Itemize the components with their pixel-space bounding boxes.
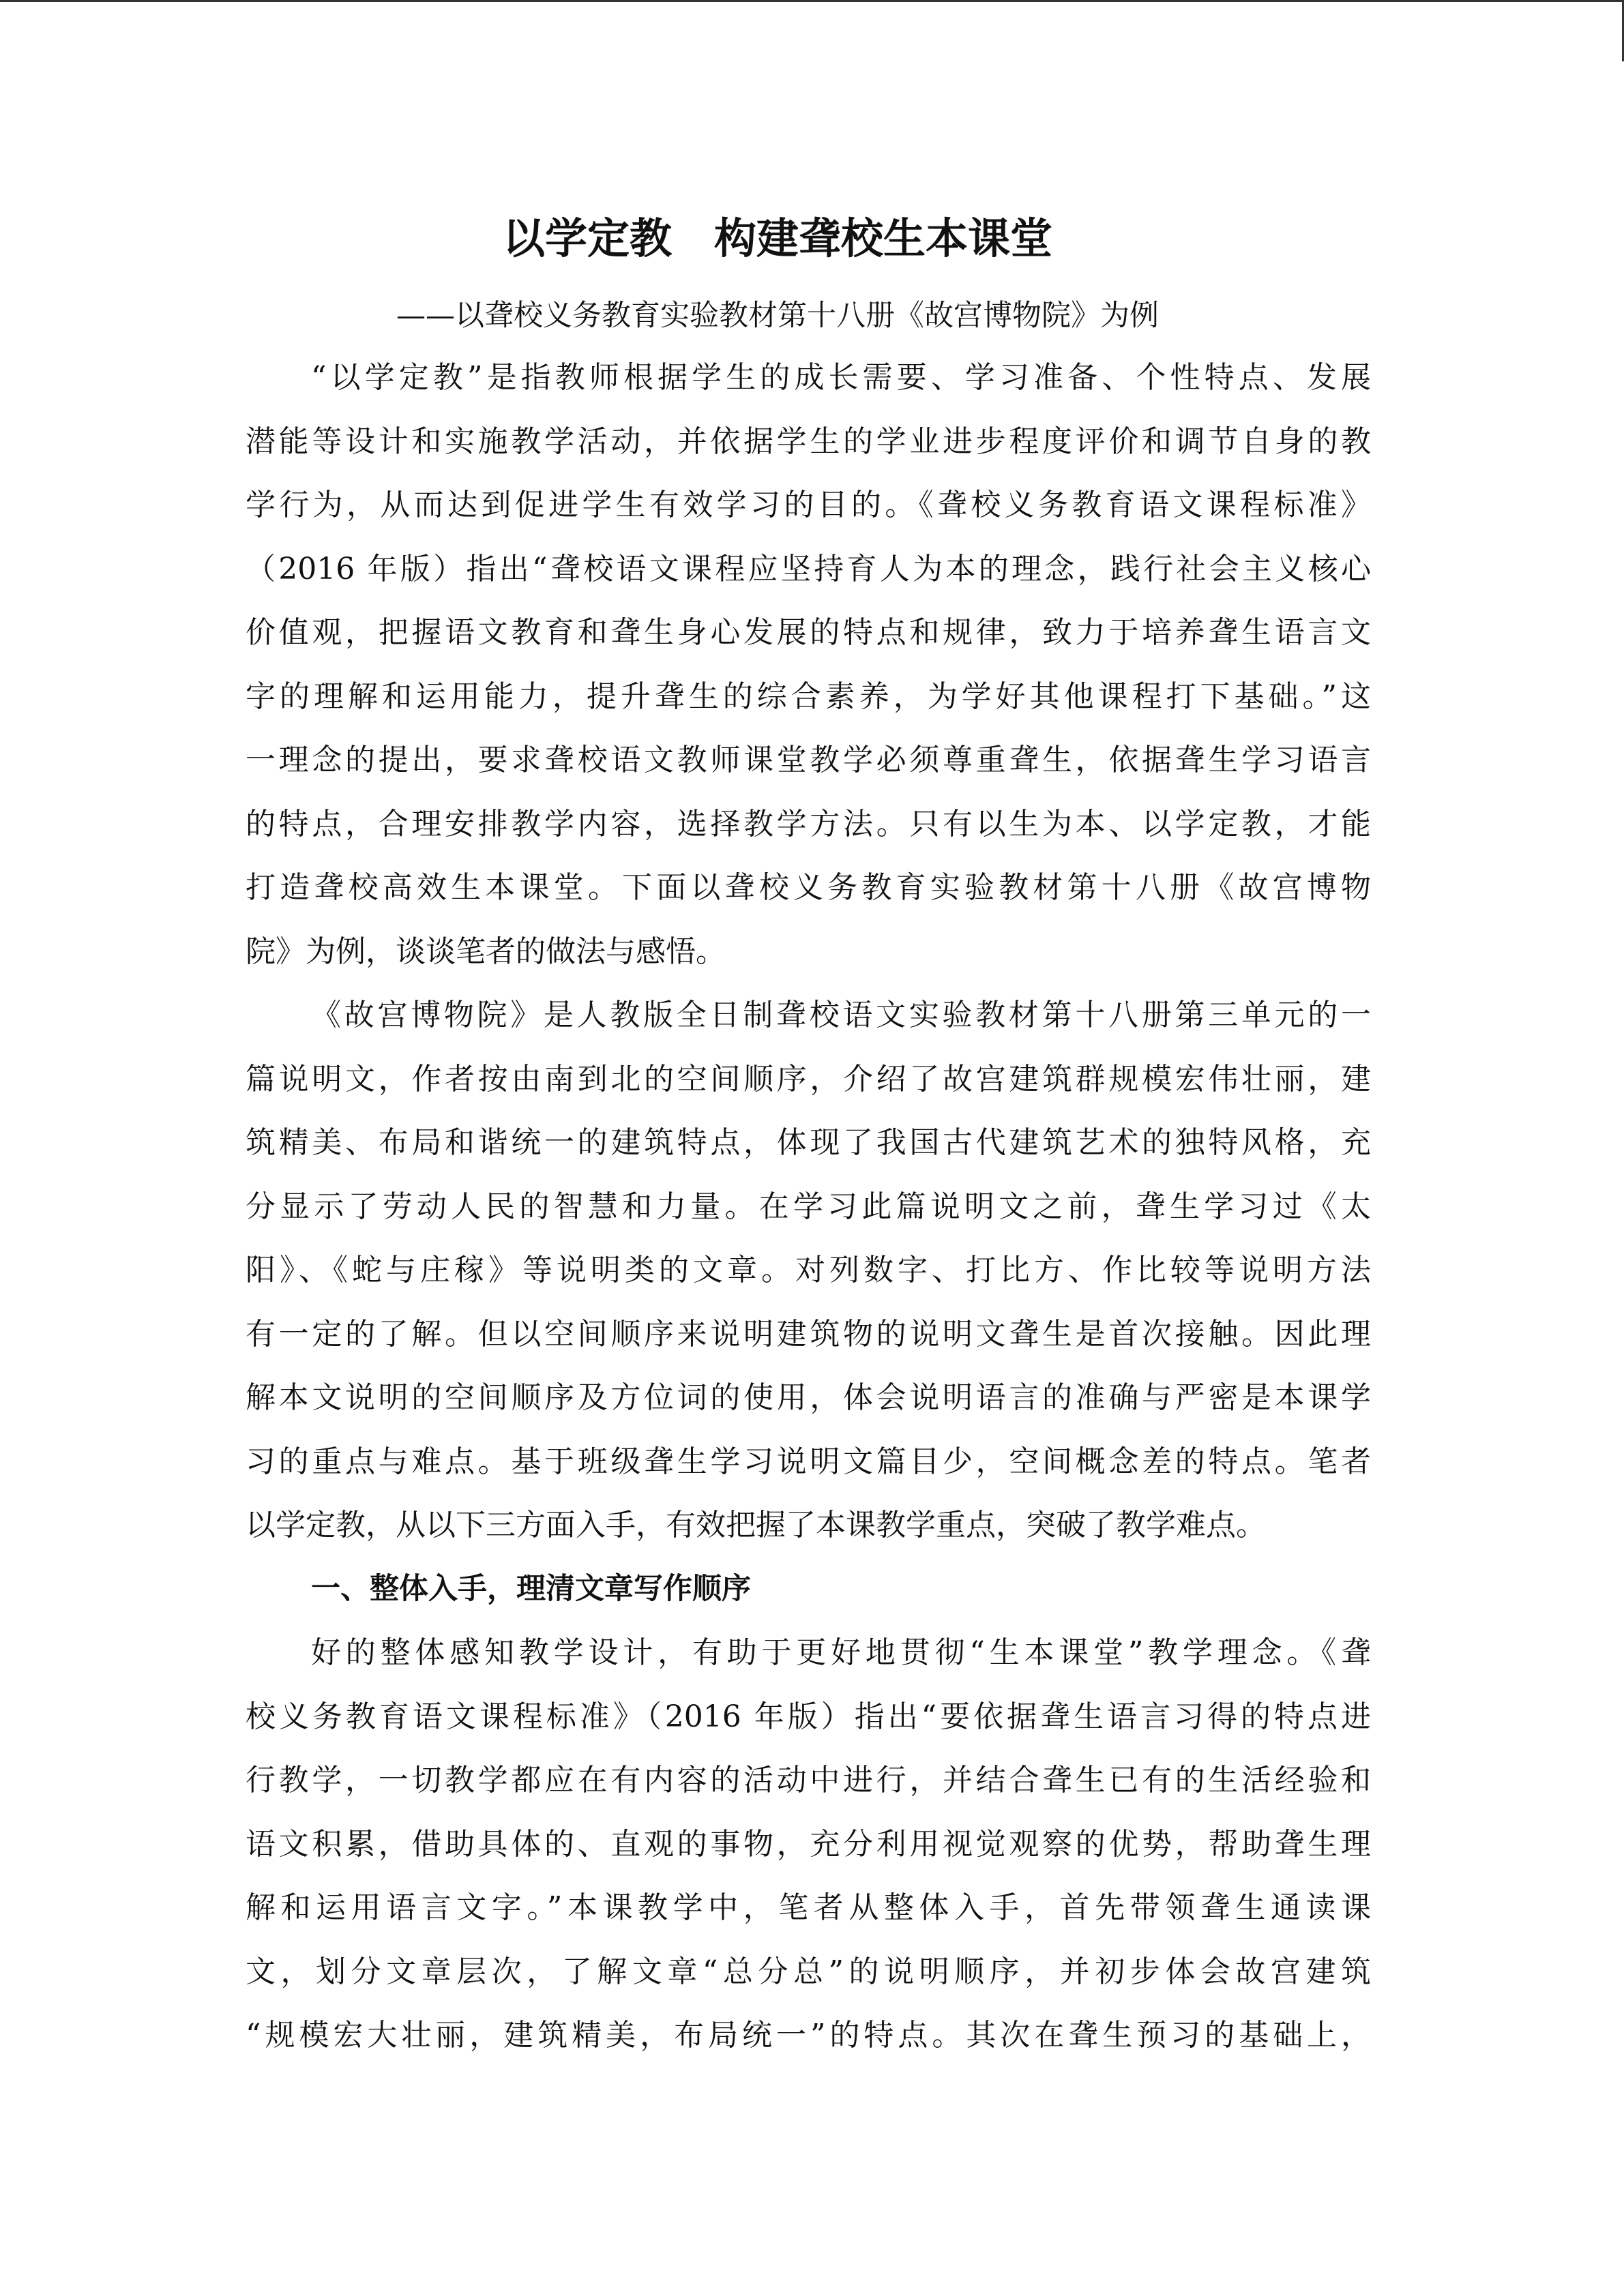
paragraph-2-line: 《故宫博物院》是人教版全日制聋校语文实验教材第十八册第三单元的一 — [311, 998, 1371, 1032]
paragraph-1-line: 院》为例，谈谈笔者的做法与感悟。 — [246, 934, 726, 969]
paragraph-3-line: 语文积累，借助具体的、直观的事物，充分利用视觉观察的优势，帮助聋生理 — [246, 1826, 1371, 1862]
paragraph-1-line: 打造聋校高效生本课堂。下面以聋校义务教育实验教材第十八册《故宫博物 — [246, 870, 1371, 905]
paragraph-2-line: 解本文说明的空间顺序及方位词的使用，体会说明语言的准确与严密是本课学 — [246, 1380, 1371, 1415]
section-heading: 一、整体入手，理清文章写作顺序 — [311, 1571, 751, 1606]
paragraph-1-line: 一理念的提出，要求聋校语文教师课堂教学必须尊重聋生，依据聋生学习语言 — [246, 743, 1371, 777]
paragraph-1-line: 价值观，把握语文教育和聋生身心发展的特点和规律，致力于培养聋生语言文 — [246, 615, 1371, 650]
page-top-border — [0, 0, 1624, 2]
paragraph-1-line: 潜能等设计和实施教学活动，并依据学生的学业进步程度评价和调节自身的教 — [246, 423, 1371, 459]
paragraph-1-line: “以学定教”是指教师根据学生的成长需要、学习准备、个性特点、发展 — [311, 360, 1371, 395]
paragraph-1-line: 的特点，合理安排教学内容，选择教学方法。只有以生为本、以学定教，才能 — [246, 806, 1371, 841]
paragraph-3-line: 文，划分文章层次，了解文章“总分总”的说明顺序，并初步体会故宫建筑 — [246, 1954, 1371, 1989]
paragraph-3-line: 行教学，一切教学都应在有内容的活动中进行，并结合聋生已有的生活经验和 — [246, 1763, 1371, 1798]
paragraph-1-line: （2016 年版）指出“聋校语文课程应坚持育人为本的理念，践行社会主义核心 — [246, 551, 1371, 586]
paragraph-3-line: 好的整体感知教学设计，有助于更好地贯彻“生本课堂”教学理念。《聋 — [311, 1635, 1371, 1670]
paragraph-1-line: 学行为，从而达到促进学生有效学习的目的。《聋校义务教育语文课程标准》 — [246, 488, 1371, 522]
paragraph-2-line: 习的重点与难点。基于班级聋生学习说明文篇目少，空间概念差的特点。笔者 — [246, 1444, 1371, 1479]
paragraph-2-line: 筑精美、布局和谐统一的建筑特点，体现了我国古代建筑艺术的独特风格，充 — [246, 1125, 1371, 1160]
paragraph-2-line: 以学定教，从以下三方面入手，有效把握了本课教学重点，突破了教学难点。 — [246, 1508, 1266, 1542]
paragraph-3-line: 校义务教育语文课程标准》（2016 年版）指出“要依据聋生语言习得的特点进 — [246, 1699, 1371, 1734]
paragraph-2-line: 分显示了劳动人民的智慧和力量。在学习此篇说明文之前，聋生学习过《太 — [246, 1189, 1371, 1224]
document-title: 以学定教 构建聋校生本课堂 — [502, 213, 1052, 263]
paragraph-2-line: 阳》、《蛇与庄稼》等说明类的文章。对列数字、打比方、作比较等说明方法 — [246, 1253, 1371, 1287]
paragraph-3-line: “规模宏大壮丽，建筑精美，布局统一”的特点。其次在聋生预习的基础上， — [246, 2018, 1371, 2053]
paragraph-2-line: 篇说明文，作者按由南到北的空间顺序，介绍了故宫建筑群规模宏伟壮丽，建 — [246, 1061, 1371, 1097]
paragraph-1-line: 字的理解和运用能力，提升聋生的综合素养，为学好其他课程打下基础。”这 — [246, 679, 1371, 714]
paragraph-3-line: 解和运用语言文字。”本课教学中，笔者从整体入手，首先带领聋生通读课 — [246, 1890, 1371, 1925]
paragraph-2-line: 有一定的了解。但以空间顺序来说明建筑物的说明文聋生是首次接触。因此理 — [246, 1316, 1371, 1352]
document-body — [246, 346, 1371, 2068]
document-subtitle: ——以聋校义务教育实验教材第十八册《故宫博物院》为例 — [396, 299, 1159, 333]
